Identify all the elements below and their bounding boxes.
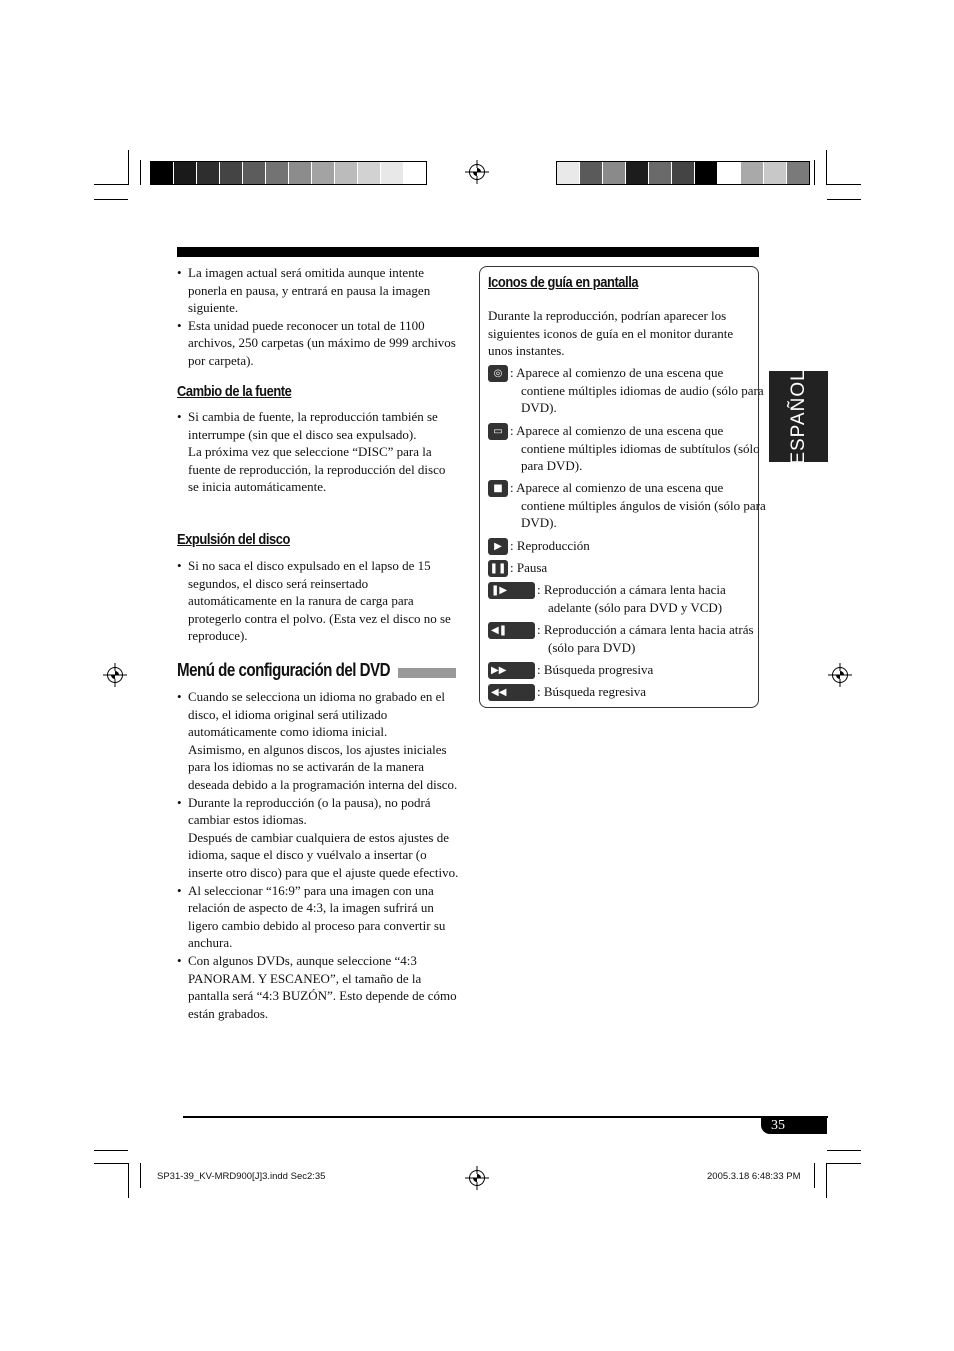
- audio-language-icon: ◎: [488, 365, 508, 382]
- color-swatch: [626, 162, 649, 184]
- crop-mark: [128, 1163, 129, 1198]
- crop-mark: [814, 160, 815, 185]
- subtitle-icon: ▭: [488, 423, 508, 440]
- section-cambio-fuente: [177, 408, 457, 496]
- list-item: • Si cambia de fuente, la reproducción también se interrumpe (sin que el disco sea expulsado). La próxima vez que seleccione “DISC” para la fuente de reproducción, la reproducción del disco se inicia automáticamente.: [177, 408, 457, 496]
- color-swatch: [174, 162, 197, 184]
- section-expulsion-disco: [177, 557, 457, 645]
- color-swatch: [358, 162, 381, 184]
- guide-box-intro: Durante la reproducción, podrían aparecer los siguientes iconos de guía en el monitor durante unos instantes.: [488, 308, 734, 359]
- crop-mark: [827, 1163, 861, 1164]
- registration-mark-icon: [469, 164, 485, 180]
- section-heading-cambio-fuente: Cambio de la fuente: [177, 383, 292, 400]
- footer-date: 2005.3.18 6:48:33 PM: [707, 1171, 801, 1182]
- continuation-text: La próxima vez que seleccione “DISC” para la fuente de reproducción, la reproducción del disco se inicia automáticamente.: [188, 444, 446, 495]
- section-heading-expulsion-disco: Expulsión del disco: [177, 531, 290, 548]
- crop-mark: [827, 199, 861, 200]
- section-menu-dvd: [177, 688, 459, 1022]
- color-swatch: [151, 162, 174, 184]
- crop-mark: [94, 1150, 128, 1151]
- crop-mark: [826, 1163, 827, 1198]
- guide-item-text: : Aparece al comienzo de una escena que contiene múltiples idiomas de audio (sólo para DVD).: [510, 365, 764, 416]
- color-calibration-bar-left: [150, 161, 427, 185]
- color-swatch: [649, 162, 672, 184]
- color-swatch: [580, 162, 603, 184]
- crop-mark: [140, 160, 141, 185]
- color-swatch: [220, 162, 243, 184]
- color-swatch: [197, 162, 220, 184]
- registration-mark-icon: [469, 1170, 485, 1186]
- color-swatch: [312, 162, 335, 184]
- color-swatch: [557, 162, 580, 184]
- crop-mark: [94, 199, 128, 200]
- page-number: 35: [761, 1117, 827, 1134]
- guide-item-text: : Reproducción a cámara lenta hacia adelante (sólo para DVD y VCD): [537, 582, 726, 615]
- language-side-tab: ESPAÑOL: [769, 371, 828, 462]
- guide-box-title: Iconos de guía en pantalla: [488, 274, 639, 291]
- list-item: • Durante la reproducción (o la pausa), no podrá cambiar estos idiomas. Después de cambiar cualquiera de estos ajustes de idioma, saque el disco y vuélvalo a insertar (o inserte otro disco) para que el ajuste quede efectivo.: [177, 794, 459, 882]
- pause-icon: ❚❚: [488, 560, 508, 577]
- color-swatch: [243, 162, 266, 184]
- list-item: • La imagen actual será omitida aunque intente ponerla en pausa, y entrará en pausa la imagen siguiente.: [177, 264, 457, 317]
- guide-item-text: : Aparece al comienzo de una escena que contiene múltiples idiomas de subtítulos (sólo para DVD).: [510, 423, 760, 474]
- list-item: • Al seleccionar “16:9” para una imagen con una relación de aspecto de 4:3, la imagen sufrirá un ligero cambio debido al proceso para convertir su anchura.: [177, 882, 459, 952]
- color-swatch: [741, 162, 764, 184]
- crop-mark: [94, 1163, 128, 1164]
- crop-mark: [827, 1150, 861, 1151]
- play-icon: ▶: [488, 538, 508, 555]
- footer-file-info: SP31-39_KV-MRD900[J]3.indd Sec2:35: [157, 1171, 326, 1182]
- color-calibration-bar-right: [556, 161, 810, 185]
- color-swatch: [695, 162, 718, 184]
- intro-list: [177, 264, 457, 370]
- heading-accent-bar: [398, 668, 456, 678]
- crop-mark: [140, 1163, 141, 1188]
- header-rule: [177, 247, 759, 257]
- slow-reverse-icon: ◀❚: [488, 622, 535, 639]
- list-item: • Cuando se selecciona un idioma no grabado en el disco, el idioma original será utilizado automáticamente como idioma inicial. Asimismo, en algunos discos, los ajustes iniciales para los idiomas no se activarán de la manera deseada debido a la programación interna del disco.: [177, 688, 459, 794]
- color-swatch: [289, 162, 312, 184]
- guide-item-text: : Búsqueda regresiva: [537, 684, 647, 699]
- slow-forward-icon: ❚▶: [488, 582, 535, 599]
- color-swatch: [764, 162, 787, 184]
- list-item: • Esta unidad puede reconocer un total de 1100 archivos, 250 carpetas (un máximo de 999 archivos por carpeta).: [177, 317, 457, 370]
- fast-reverse-icon: ◀◀: [488, 684, 535, 701]
- registration-mark-icon: [107, 667, 123, 683]
- crop-mark: [94, 184, 128, 185]
- color-swatch: [381, 162, 404, 184]
- color-swatch: [787, 162, 809, 184]
- color-swatch: [404, 162, 426, 184]
- list-item: • Si no saca el disco expulsado en el lapso de 15 segundos, el disco será reinsertado automáticamente en la ranura de carga para protegerlo contra el polvo. (Esta vez el disco no se reproduce).: [177, 557, 457, 645]
- crop-mark: [826, 150, 827, 185]
- color-swatch: [672, 162, 695, 184]
- color-swatch: [266, 162, 289, 184]
- crop-mark: [827, 184, 861, 185]
- camera-angle-icon: ■: [488, 480, 508, 497]
- list-item: • Con algunos DVDs, aunque seleccione “4:3 PANORAM. Y ESCANEO”, el tamaño de la pantalla será “4:3 BUZÓN”. Esto depende de cómo están grabados.: [177, 952, 459, 1022]
- crop-mark: [128, 150, 129, 185]
- color-swatch: [718, 162, 741, 184]
- guide-item-text: : Aparece al comienzo de una escena que contiene múltiples ángulos de visión (sólo para DVD).: [510, 480, 766, 531]
- fast-forward-icon: ▶▶: [488, 662, 535, 679]
- guide-item-text: : Reproducción: [510, 538, 590, 553]
- crop-mark: [814, 1163, 815, 1188]
- guide-item-text: : Pausa: [510, 560, 548, 575]
- guide-item-text: : Búsqueda progresiva: [537, 662, 654, 677]
- registration-mark-icon: [832, 667, 848, 683]
- section-heading-menu-dvd: Menú de configuración del DVD: [177, 660, 391, 680]
- color-swatch: [335, 162, 358, 184]
- color-swatch: [603, 162, 626, 184]
- footer-rule: [183, 1116, 828, 1118]
- guide-item-text: : Reproducción a cámara lenta hacia atrás (sólo para DVD): [537, 622, 754, 655]
- left-column: [177, 264, 457, 370]
